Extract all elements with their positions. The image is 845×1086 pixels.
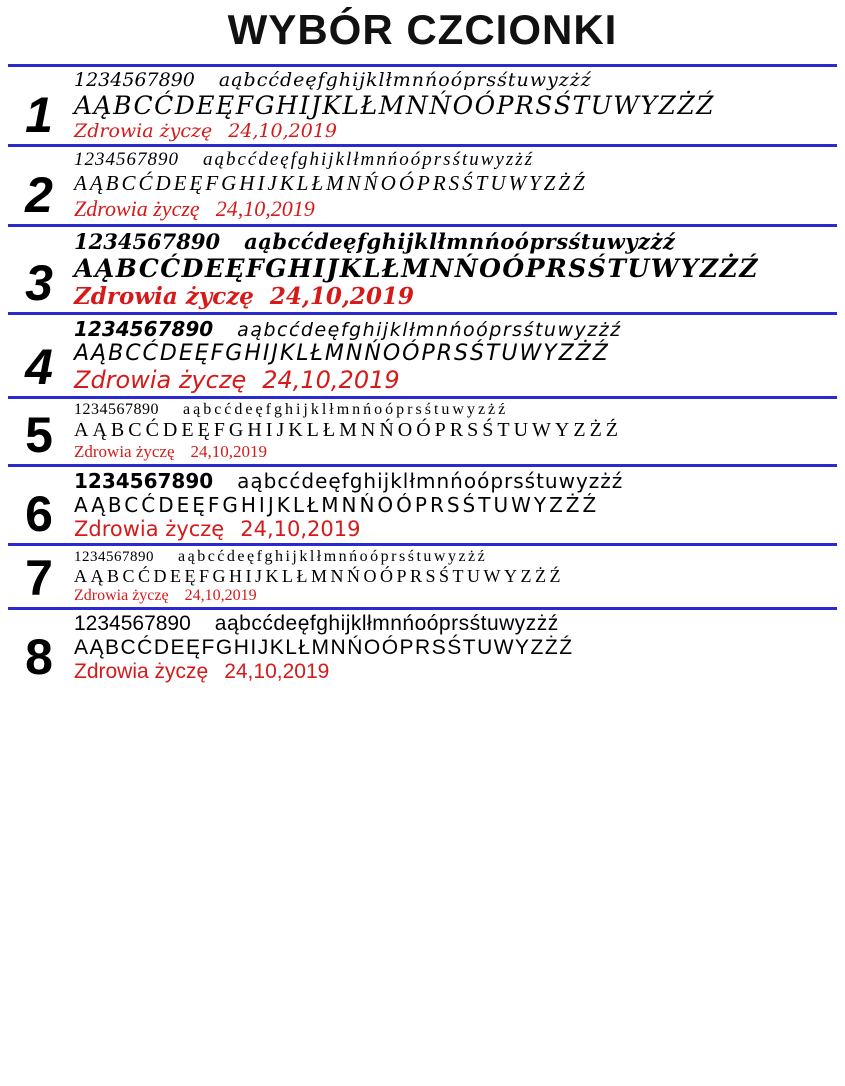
font-chooser-page: [0, 6, 845, 1086]
sample-greeting-line: [74, 660, 837, 684]
sample-uppercase: AĄBCĆDEĘFGHIJKLŁMNŃOÓPRSŚTUWYZŻŹ: [74, 341, 610, 366]
font-sample-number: 1: [25, 87, 53, 143]
sample-greeting-line: [74, 442, 837, 462]
sample-digits-lowercase-line: [74, 149, 837, 171]
font-sample-number: 2: [25, 167, 53, 223]
sample-digits: 1234567890: [74, 229, 221, 254]
sample-lowercase: aąbcćdeęfghijklłmnńoóprsśtuwyzżź: [244, 229, 676, 254]
page-title: WYBÓR CZCIONKI: [227, 6, 618, 53]
sample-greeting-line: [74, 283, 837, 310]
sample-greeting-text: Zdrowia życzę: [74, 120, 213, 142]
sample-lowercase: aąbcćdeęfghijklłmnńoóprsśtuwyzżź: [214, 612, 559, 635]
font-sample-row-6[interactable]: [0, 467, 845, 543]
sample-digits-lowercase-line: [74, 229, 837, 254]
sample-lowercase: aąbcćdeęfghijklłmnńoóprsśtuwyzżź: [183, 401, 509, 418]
sample-digits-lowercase-line: [74, 401, 837, 419]
font-sample-number: 5: [25, 407, 53, 463]
font-sample-number: 8: [25, 629, 53, 685]
sample-uppercase: AĄBCĆDEĘFGHIJKLŁMNŃOÓPRSŚTUWYZŻŹ: [74, 566, 565, 586]
font-sample-preview: [70, 469, 837, 541]
font-sample-row-1[interactable]: [0, 67, 845, 144]
sample-digits: 1234567890: [74, 549, 154, 565]
sample-date: 24,10,2019: [262, 366, 400, 394]
sample-greeting-text: Zdrowia życzę: [74, 517, 225, 541]
sample-date: 24,10,2019: [228, 120, 338, 142]
sample-lowercase: aąbcćdeęfghijklłmnńoóprsśtuwyzżź: [218, 69, 592, 91]
sample-uppercase: AĄBCĆDEĘFGHIJKLŁMNŃOÓPRSŚTUWYZŻŹ: [74, 171, 588, 195]
sample-date: 24,10,2019: [240, 517, 361, 541]
sample-greeting-line: [74, 517, 837, 541]
sample-digits-lowercase-line: [74, 612, 837, 636]
sample-greeting-text: Zdrowia życzę: [74, 442, 175, 461]
sample-date: 24,10,2019: [269, 283, 414, 310]
sample-lowercase: aąbcćdeęfghijklłmnńoóprsśtuwyzżź: [178, 548, 488, 565]
sample-greeting-line: [74, 120, 837, 142]
font-sample-preview: [70, 548, 837, 605]
font-sample-preview: [70, 612, 837, 684]
font-sample-preview: [70, 401, 837, 462]
font-sample-preview: [70, 317, 837, 394]
font-sample-number: 3: [25, 255, 53, 311]
font-sample-number: 4: [25, 339, 53, 395]
sample-digits: 1234567890: [74, 469, 214, 493]
sample-digits: 1234567890: [74, 69, 195, 91]
sample-digits-lowercase-line: [74, 317, 837, 341]
sample-date: 24,10,2019: [224, 660, 330, 683]
sample-greeting-text: Zdrowia życzę: [74, 587, 169, 604]
sample-uppercase: AĄBCĆDEĘFGHIJKLŁMNŃOÓPRSŚTUWYZŻŹ: [74, 493, 600, 517]
font-sample-number: 7: [25, 550, 53, 606]
sample-date: 24,10,2019: [184, 587, 257, 604]
sample-greeting-text: Zdrowia życzę: [74, 366, 247, 394]
sample-digits-lowercase-line: [74, 548, 837, 566]
sample-greeting-text: Zdrowia życzę: [74, 660, 209, 683]
sample-lowercase: aąbcćdeęfghijklłmnńoóprsśtuwyzżź: [203, 149, 535, 170]
sample-uppercase: AĄBCĆDEĘFGHIJKLŁMNŃOÓPRSŚTUWYZŻŹ: [74, 91, 716, 120]
sample-greeting-line: [74, 196, 837, 222]
sample-digits: 1234567890: [74, 401, 159, 418]
sample-digits-lowercase-line: [74, 469, 837, 493]
font-sample-preview: [70, 69, 837, 142]
font-sample-row-8[interactable]: [0, 610, 845, 686]
sample-greeting-line: [74, 366, 837, 394]
font-sample-row-7[interactable]: [0, 546, 845, 607]
sample-lowercase: aąbcćdeęfghijklłmnńoóprsśtuwyzżź: [237, 319, 622, 341]
font-sample-list: [0, 64, 845, 686]
font-sample-number: 6: [25, 486, 53, 542]
sample-greeting-text: Zdrowia życzę: [74, 196, 200, 221]
sample-uppercase: AĄBCĆDEĘFGHIJKLŁMNŃOÓPRSŚTUWYZŻŹ: [74, 254, 759, 283]
sample-lowercase: aąbcćdeęfghijklłmnńoóprsśtuwyzżź: [237, 469, 624, 493]
sample-digits: 1234567890: [74, 149, 179, 170]
sample-digits-lowercase-line: [74, 69, 837, 91]
sample-uppercase: AĄBCĆDEĘFGHIJKLŁMNŃOÓPRSŚTUWYZŻŹ: [74, 636, 574, 659]
sample-date: 24,10,2019: [190, 442, 268, 461]
font-sample-row-5[interactable]: [0, 399, 845, 464]
font-sample-preview: [70, 149, 837, 222]
sample-digits: 1234567890: [74, 612, 191, 635]
sample-digits: 1234567890: [74, 317, 214, 341]
sample-greeting-line: [74, 587, 837, 605]
sample-greeting-text: Zdrowia życzę: [74, 283, 254, 310]
sample-uppercase: AĄBCĆDEĘFGHIJKLŁMNŃOÓPRSŚTUWYZŻŹ: [74, 419, 623, 441]
font-sample-row-3[interactable]: [0, 227, 845, 312]
font-sample-row-2[interactable]: [0, 147, 845, 224]
sample-date: 24,10,2019: [215, 196, 315, 221]
font-sample-preview: [70, 229, 837, 310]
font-sample-row-4[interactable]: [0, 315, 845, 396]
